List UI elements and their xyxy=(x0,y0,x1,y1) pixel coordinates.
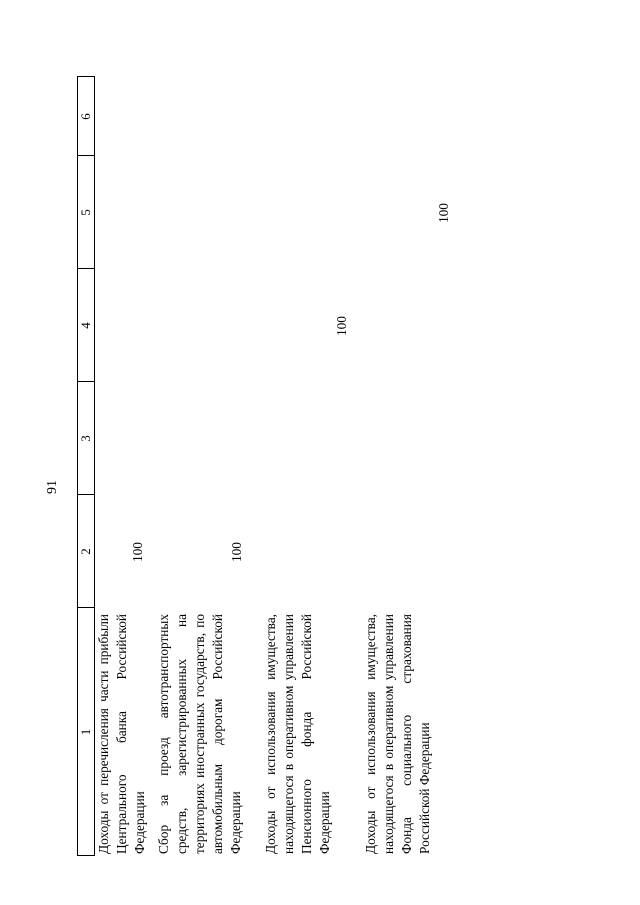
column-header: 3 xyxy=(78,435,93,442)
row-name: Доходы от перечисления части прибыли Центрального банка Российской Федерации xyxy=(96,614,147,854)
row-value: 100 xyxy=(229,542,244,562)
row-name: Сбор за проезд автотранспортных средств, зарегистрированных на территориях иностранных государств, по автомобильным дорогам Российской Федерации xyxy=(156,614,243,854)
revenue-table xyxy=(77,76,640,856)
row-value: 100 xyxy=(334,316,349,336)
page-number: 91 xyxy=(45,480,60,494)
column-header: 6 xyxy=(78,113,93,120)
column-header: 1 xyxy=(78,728,93,736)
column-header: 4 xyxy=(78,322,93,329)
row-value: 100 xyxy=(436,203,451,223)
row-name: Доходы от использования имущества, находящегося в оперативном управлении Фонда социального страхования Российской Федерации xyxy=(363,614,432,854)
column-header: 2 xyxy=(78,548,93,555)
row-name: Доходы от использования имущества, находящегося в оперативном управлении Пенсионного фонда Российской Федерации xyxy=(263,614,332,854)
column-header: 5 xyxy=(78,209,93,216)
row-value: 100 xyxy=(130,542,145,562)
